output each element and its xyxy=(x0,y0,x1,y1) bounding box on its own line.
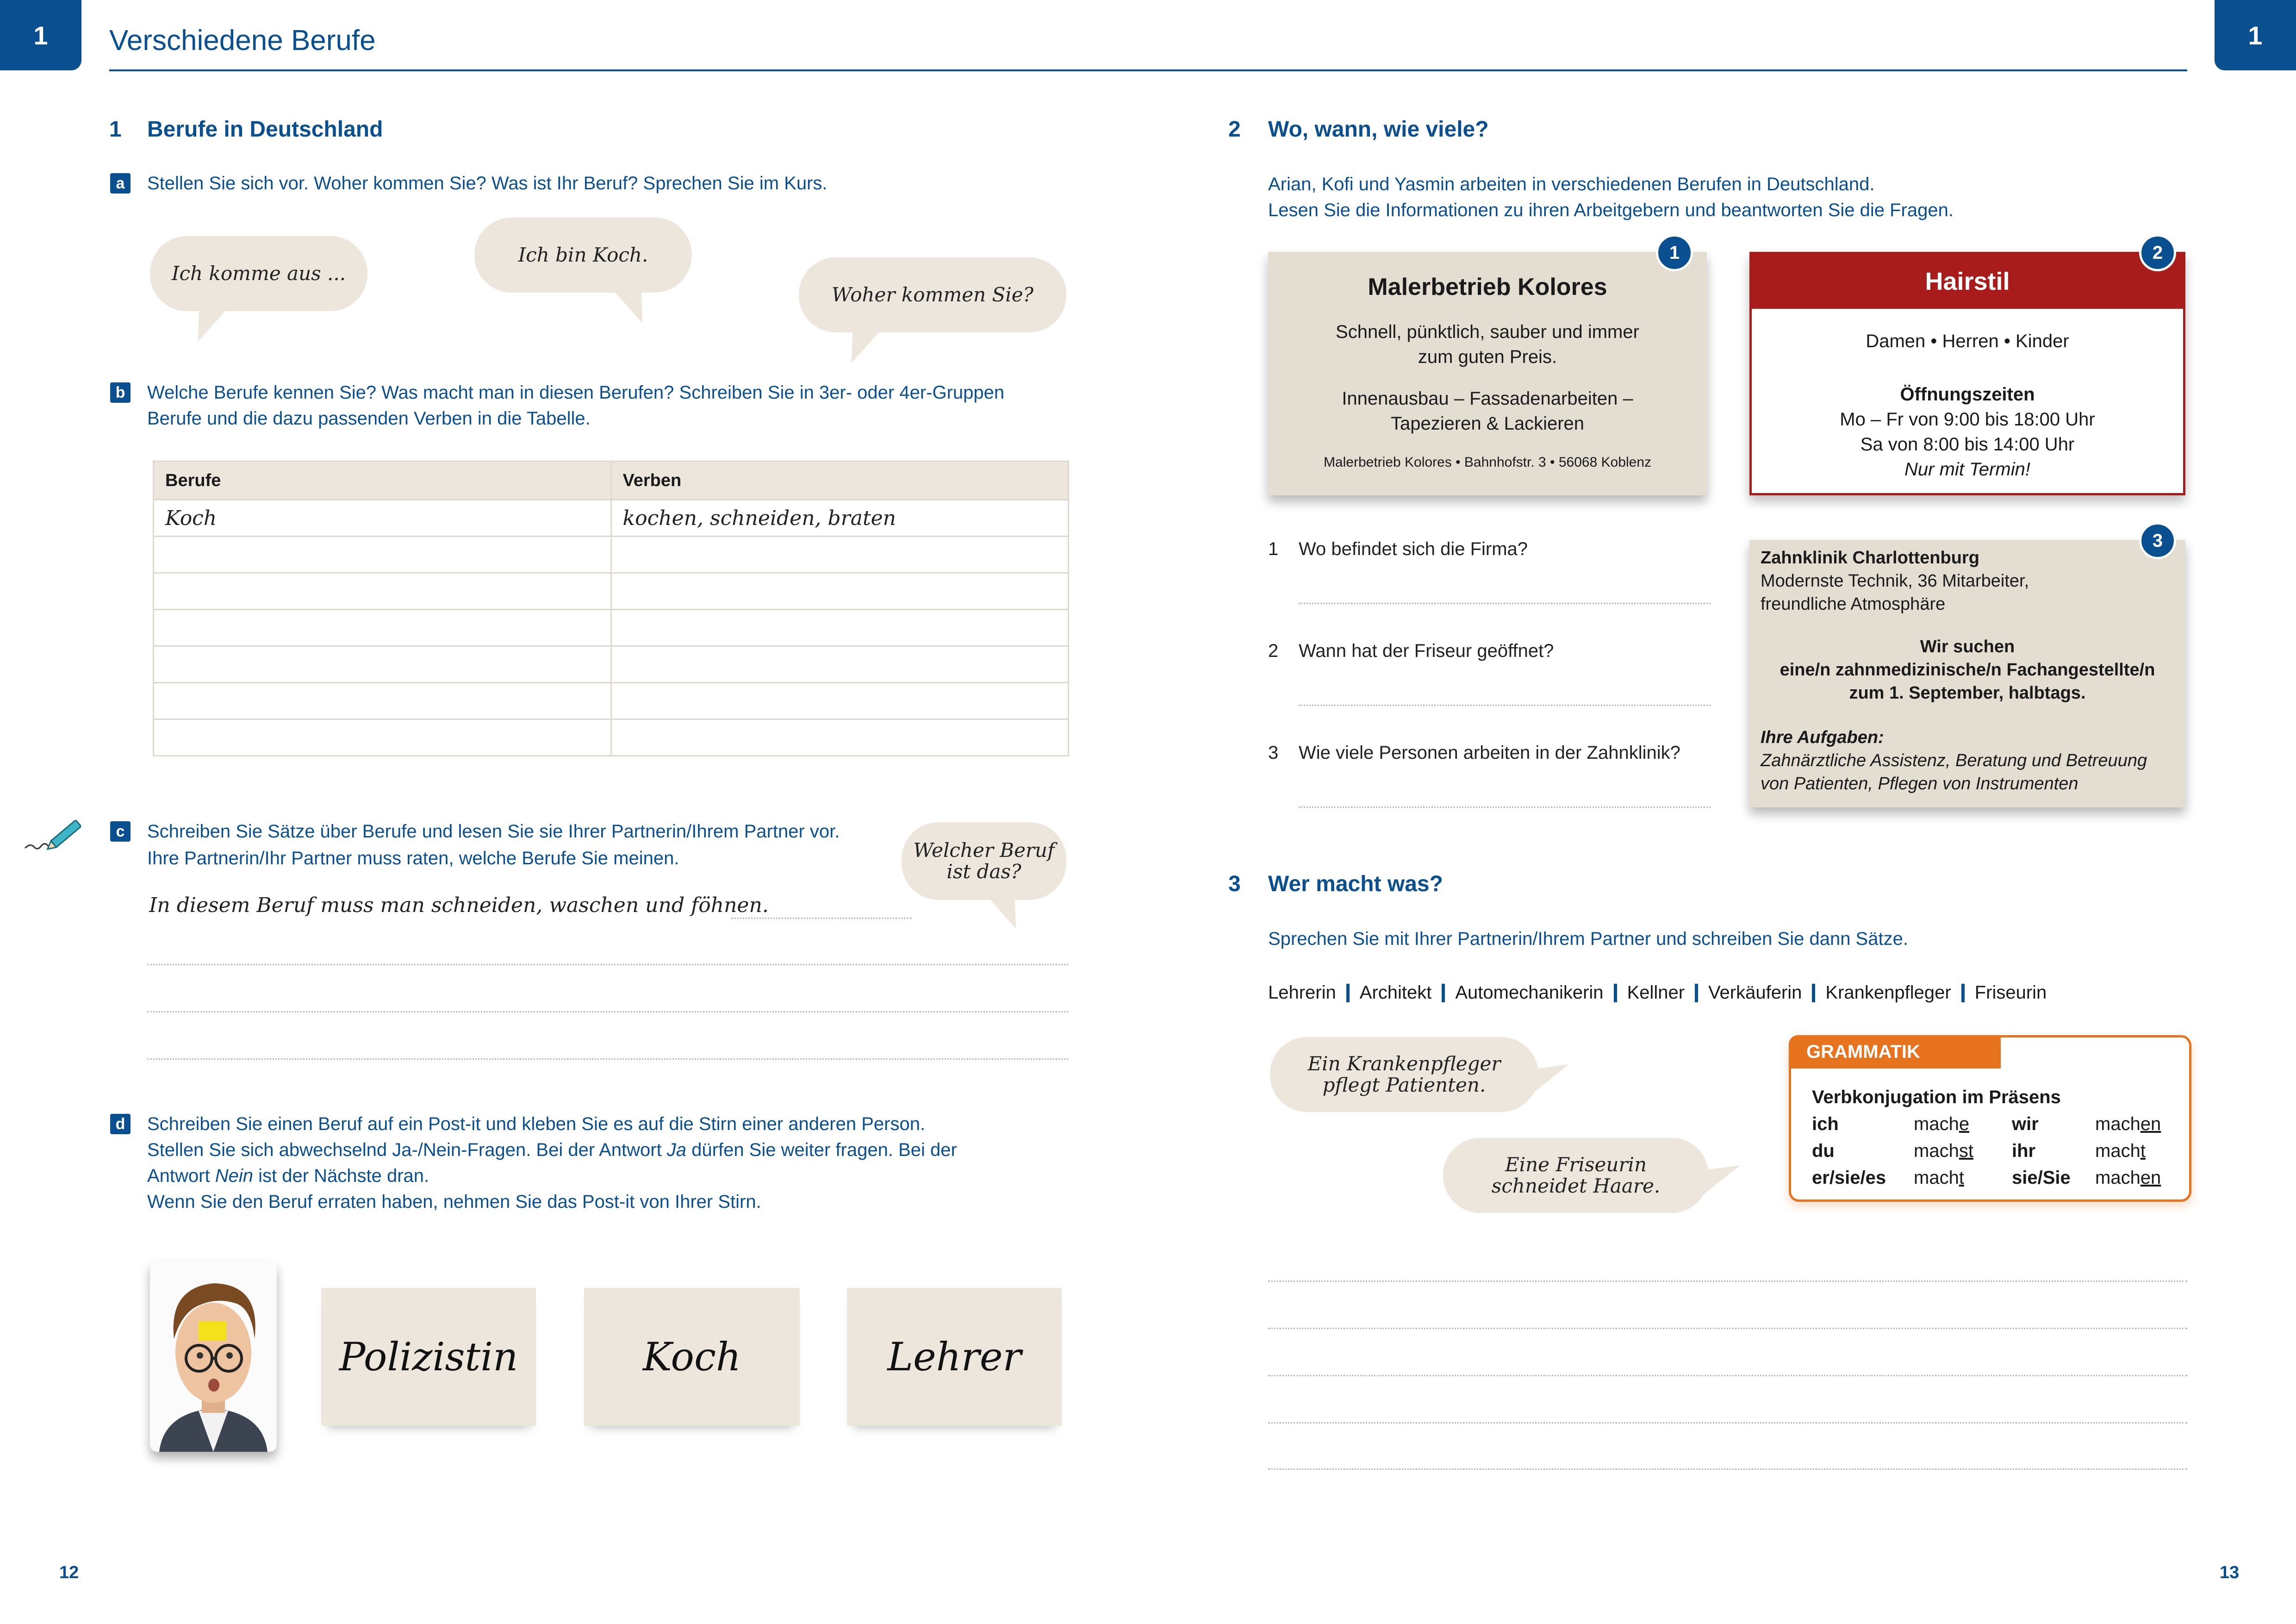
grammar-pronoun: er/sie/es xyxy=(1812,1168,1886,1188)
section3-instruction: Sprechen Sie mit Ihrer Partnerin/Ihrem Partner und schreiben Sie dann Sätze. xyxy=(1268,929,1908,949)
page-number-left: 12 xyxy=(59,1563,79,1582)
speech-bubble-krankenpfleger xyxy=(1270,1037,1538,1112)
section2-title: Wo, wann, wie viele? xyxy=(1268,117,1489,142)
grammar-table xyxy=(1812,1084,2178,1191)
question-3-text: Wie viele Personen arbeiten in der Zahnklinik? xyxy=(1299,743,1680,763)
table-cell[interactable] xyxy=(154,573,611,610)
verb-stem: mach xyxy=(2095,1168,2140,1188)
table-row xyxy=(154,573,1069,610)
section2-intro-line1: Arian, Kofi und Yasmin arbeiten in verschiedenen Berufen in Deutschland. xyxy=(1268,174,1875,194)
word-item: Krankenpfleger xyxy=(1825,982,1951,1003)
grammar-verb xyxy=(1914,1164,2012,1191)
speech-bubble-1 xyxy=(150,236,367,311)
bubble-text-2: Ich bin Koch. xyxy=(518,244,648,266)
verb-ending: en xyxy=(2140,1114,2161,1134)
table-row xyxy=(154,537,1069,573)
instruction-c-line1: Schreiben Sie Sätze über Berufe und lesen Sie sie Ihrer Partnerin/Ihrem Partner vor. xyxy=(147,821,840,842)
table-cell[interactable] xyxy=(154,610,611,646)
instruction-d-line3-c: ist der Nächste dran. xyxy=(253,1166,429,1186)
card1-line2: zum guten Preis. xyxy=(1418,347,1557,367)
answer-line-1[interactable] xyxy=(1299,603,1711,604)
instruction-c-line2: Ihre Partnerin/Ihr Partner muss raten, welche Berufe Sie meinen. xyxy=(147,848,679,868)
card3-search3: zum 1. September, halbtags. xyxy=(1849,683,2086,703)
instruction-b-line1: Welche Berufe kennen Sie? Was macht man in diesen Berufen? Schreiben Sie in 3er- oder 4er-Gruppen xyxy=(147,382,1005,403)
word-separator xyxy=(1812,984,1815,1002)
table-cell[interactable] xyxy=(611,537,1069,573)
word-separator xyxy=(1346,984,1350,1002)
badge-c: c xyxy=(110,821,131,842)
card3-tasks-block xyxy=(1761,726,2147,795)
instruction-d-line3 xyxy=(147,1163,429,1189)
page-number-right: 13 xyxy=(2220,1563,2240,1582)
bubble-text-1: Ich komme aus ... xyxy=(171,262,346,285)
table-cell[interactable] xyxy=(611,573,1069,610)
verb-stem: mach xyxy=(1914,1114,1959,1134)
pencil-icon xyxy=(24,815,84,852)
bubble-s3-1-line2: pflegt Patienten. xyxy=(1322,1074,1486,1096)
card3-line2: freundliche Atmosphäre xyxy=(1761,594,1946,614)
card2-note: Nur mit Termin! xyxy=(1904,459,2030,480)
card-malerbetrieb xyxy=(1268,252,1707,495)
instruction-b-line2: Berufe und die dazu passenden Verben in die Tabelle. xyxy=(147,408,591,429)
card1-line3: Innenausbau – Fassadenarbeiten – xyxy=(1342,388,1633,409)
grammar-title: Verbkonjugation im Präsens xyxy=(1812,1087,2061,1107)
grammar-verb xyxy=(2095,1164,2178,1191)
card2-hours-block xyxy=(1752,382,2183,482)
table-cell[interactable]: kochen, schneiden, braten xyxy=(611,500,1069,537)
grammar-pronoun: ihr xyxy=(2012,1141,2036,1161)
bubble-s3-2-line1: Eine Friseurin xyxy=(1505,1153,1647,1176)
verb-stem: mach xyxy=(2095,1114,2140,1134)
verb-stem: mach xyxy=(2095,1141,2140,1161)
card3-search2: eine/n zahnmedizinische/n Fachangestellte/n xyxy=(1780,660,2155,680)
writing-line[interactable] xyxy=(147,1011,1068,1012)
writing-line[interactable] xyxy=(1268,1328,2187,1329)
card3-number: 3 xyxy=(2139,522,2176,559)
speech-bubble-2 xyxy=(474,218,692,293)
table-row xyxy=(154,719,1069,756)
question-2-number: 2 xyxy=(1268,641,1279,661)
postit-lehrer: Lehrer xyxy=(847,1288,1062,1426)
chapter-number-left: 1 xyxy=(33,20,48,50)
title-rule xyxy=(109,69,2187,71)
instruction-d-line3-a: Antwort xyxy=(147,1166,215,1186)
grammar-row xyxy=(1812,1111,2178,1137)
instruction-d-line2-ja: Ja xyxy=(666,1140,687,1160)
word-separator xyxy=(1695,984,1698,1002)
table-cell[interactable] xyxy=(611,610,1069,646)
bubble-s3-2-line2: schneidet Haare. xyxy=(1491,1174,1661,1197)
word-item: Kellner xyxy=(1627,982,1685,1003)
bubble-s3-1-line1: Ein Krankenpfleger xyxy=(1307,1052,1501,1075)
word-item: Verkäuferin xyxy=(1708,982,1802,1003)
grammar-verb xyxy=(1914,1137,2012,1164)
card3-line1: Modernste Technik, 36 Mitarbeiter, xyxy=(1761,571,2029,591)
postit-koch: Koch xyxy=(584,1288,800,1426)
word-separator xyxy=(1961,984,1965,1002)
writing-line[interactable] xyxy=(1268,1375,2187,1376)
verb-ending: e xyxy=(1959,1114,1970,1134)
verb-ending: en xyxy=(2140,1168,2161,1188)
question-1-text: Wo befindet sich die Firma? xyxy=(1299,539,1528,559)
instruction-d-line1: Schreiben Sie einen Beruf auf ein Post-it und kleben Sie es auf die Stirn einer anderen Person. xyxy=(147,1114,926,1134)
table-row xyxy=(154,610,1069,646)
writing-line[interactable] xyxy=(1268,1468,2187,1470)
grammar-pronoun: wir xyxy=(2012,1114,2039,1134)
grammar-pronoun: ich xyxy=(1812,1114,1839,1134)
table-cell[interactable] xyxy=(611,683,1069,719)
instruction-d-line4: Wenn Sie den Beruf erraten haben, nehmen Sie das Post-it von Ihrer Stirn. xyxy=(147,1192,761,1212)
badge-a: a xyxy=(110,173,131,194)
card1-text-block xyxy=(1268,319,1707,369)
instruction-d-line3-nein: Nein xyxy=(215,1166,253,1186)
instruction-d-line2 xyxy=(147,1137,957,1163)
card1-address: Malerbetrieb Kolores • Bahnhofstr. 3 • 56068 Koblenz xyxy=(1323,455,1652,470)
card2-title: Hairstil xyxy=(1752,254,2183,309)
grammar-verb xyxy=(2095,1111,2178,1137)
instruction-d-line2-a: Stellen Sie sich abwechselnd Ja-/Nein-Fragen. Bei der Antwort xyxy=(147,1140,667,1160)
example-sentence-c: In diesem Beruf muss man schneiden, waschen und föhnen. xyxy=(149,893,769,917)
chapter-number-right: 1 xyxy=(2248,20,2263,50)
writing-line[interactable] xyxy=(731,918,912,919)
section3-title: Wer macht was? xyxy=(1268,872,1443,896)
table-row xyxy=(154,683,1069,719)
card2-services: Damen • Herren • Kinder xyxy=(1866,331,2069,351)
writing-line[interactable] xyxy=(147,964,1068,965)
bubble-tail-2 xyxy=(614,291,657,323)
section1-title: Berufe in Deutschland xyxy=(147,117,383,142)
verb-ending: t xyxy=(1959,1168,1964,1188)
question-3-number: 3 xyxy=(1268,743,1279,763)
instruction-a: Stellen Sie sich vor. Woher kommen Sie? Was ist Ihr Beruf? Sprechen Sie im Kurs. xyxy=(147,173,828,194)
question-1-number: 1 xyxy=(1268,539,1279,559)
speech-bubble-3 xyxy=(799,257,1066,332)
card3-search-block xyxy=(1749,635,2185,705)
card1-line1: Schnell, pünktlich, sauber und immer xyxy=(1336,322,1639,342)
table-header-verben: Verben xyxy=(611,462,1069,500)
card2-number: 2 xyxy=(2139,234,2176,271)
table-header-berufe: Berufe xyxy=(154,462,611,500)
writing-line[interactable] xyxy=(1268,1280,2187,1282)
table-cell[interactable] xyxy=(154,719,611,756)
man-with-postit-photo xyxy=(150,1260,277,1452)
badge-b: b xyxy=(110,382,131,403)
table-row xyxy=(154,646,1069,683)
verb-stem: mach xyxy=(1914,1141,1959,1161)
bubble-tail-3 xyxy=(838,331,881,363)
answer-line-2[interactable] xyxy=(1299,705,1711,706)
card-hairstil xyxy=(1749,252,2185,495)
table-cell[interactable] xyxy=(154,537,611,573)
table-row xyxy=(154,500,1069,537)
card3-title: Zahnklinik Charlottenburg xyxy=(1761,548,1979,568)
chapter-tab-left xyxy=(0,0,81,70)
card3-tasks1: Zahnärztliche Assistenz, Beratung und Betreuung xyxy=(1761,751,2147,770)
grammar-verb xyxy=(2095,1137,2178,1164)
section2-number: 2 xyxy=(1228,117,1241,142)
table-cell[interactable] xyxy=(154,683,611,719)
grammar-box xyxy=(1789,1035,2191,1202)
word-item: Lehrerin xyxy=(1268,982,1336,1003)
word-item: Friseurin xyxy=(1974,982,2047,1003)
chapter-tab-right xyxy=(2215,0,2296,70)
word-item: Architekt xyxy=(1359,982,1432,1003)
card1-title: Malerbetrieb Kolores xyxy=(1368,274,1607,300)
bubble-tail-c xyxy=(989,898,1029,929)
instruction-d-line2-c: dürfen Sie weiter fragen. Bei der xyxy=(686,1140,957,1160)
card1-number: 1 xyxy=(1656,234,1693,271)
section3-number: 3 xyxy=(1228,872,1241,896)
grammar-label: GRAMMATIK xyxy=(1789,1035,2001,1068)
question-2-text: Wann hat der Friseur geöffnet? xyxy=(1299,641,1554,661)
card1-line4: Tapezieren & Lackieren xyxy=(1390,413,1585,434)
card3-search1: Wir suchen xyxy=(1920,637,2015,656)
verb-stem: mach xyxy=(1914,1168,1959,1188)
grammar-verb xyxy=(1914,1111,2012,1137)
card-zahnklinik xyxy=(1749,540,2185,807)
verb-ending: t xyxy=(2140,1141,2146,1161)
table-cell[interactable] xyxy=(611,719,1069,756)
grammar-row xyxy=(1812,1164,2178,1191)
speech-bubble-friseurin xyxy=(1443,1138,1709,1213)
table-cell[interactable] xyxy=(154,646,611,683)
grammar-pronoun: sie/Sie xyxy=(2012,1168,2071,1188)
postit-polizistin: Polizistin xyxy=(321,1288,536,1426)
word-list xyxy=(1268,982,2047,1003)
card1-services-block xyxy=(1268,386,1707,436)
grammar-pronoun: du xyxy=(1812,1141,1835,1161)
word-separator xyxy=(1442,984,1445,1002)
card3-tasks2: von Patienten, Pflegen von Instrumenten xyxy=(1761,774,2078,793)
page-title: Verschiedene Berufe xyxy=(109,25,376,56)
card3-tasks-title: Ihre Aufgaben: xyxy=(1761,728,1884,747)
writing-line[interactable] xyxy=(147,1058,1068,1060)
answer-line-3[interactable] xyxy=(1299,806,1711,808)
writing-line[interactable] xyxy=(1268,1422,2187,1424)
table-cell[interactable]: Koch xyxy=(154,500,611,537)
bubble-tail-1 xyxy=(184,309,227,342)
badge-d: d xyxy=(110,1114,131,1134)
table-cell[interactable] xyxy=(611,646,1069,683)
card3-head-block xyxy=(1761,546,2029,616)
card2-hours2: Sa von 8:00 bis 14:00 Uhr xyxy=(1860,434,2075,455)
section2-intro-line2: Lesen Sie die Informationen zu ihren Arbeitgebern und beantworten Sie die Fragen. xyxy=(1268,200,1954,220)
card2-hours-title: Öffnungszeiten xyxy=(1900,384,2035,405)
bubble-text-3: Woher kommen Sie? xyxy=(831,283,1034,306)
verb-ending: st xyxy=(1959,1141,1973,1161)
bubble-c-line2: ist das? xyxy=(946,860,1021,883)
speech-bubble-c xyxy=(902,822,1066,900)
section1-number: 1 xyxy=(109,117,122,142)
jobs-table xyxy=(153,461,1069,756)
bubble-c-line1: Welcher Beruf xyxy=(913,839,1055,862)
word-separator xyxy=(1614,984,1617,1002)
card2-hours1: Mo – Fr von 9:00 bis 18:00 Uhr xyxy=(1840,409,2095,430)
word-item: Automechanikerin xyxy=(1455,982,1604,1003)
grammar-row xyxy=(1812,1137,2178,1164)
